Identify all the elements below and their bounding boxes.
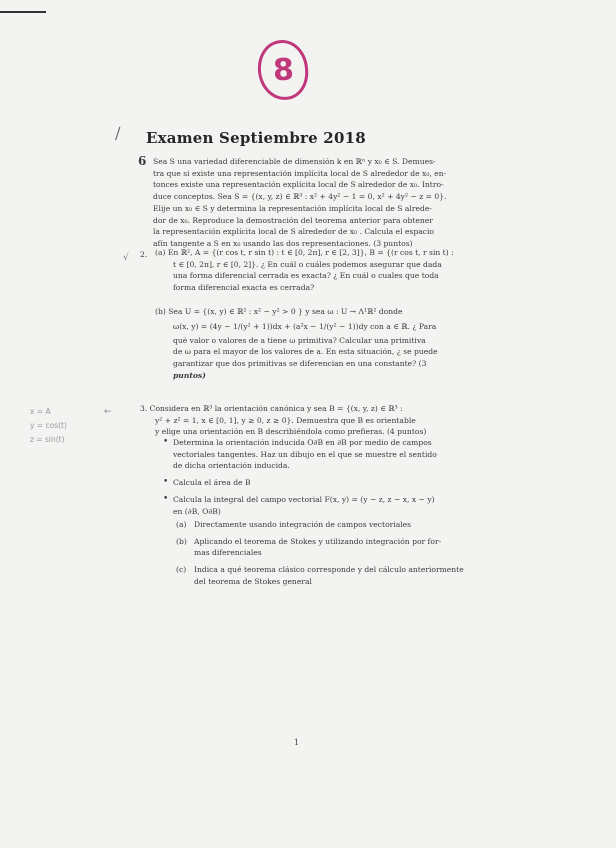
q1-line: Sea S una variedad diferenciable de dimensión k en ℝⁿ y x₀ ∈ S. Demues- xyxy=(153,157,436,166)
q2b-line: puntos) xyxy=(173,370,206,380)
subitem-line: del teorema de Stokes general xyxy=(194,576,312,586)
list-item xyxy=(176,519,476,531)
handwritten-number-circle xyxy=(255,38,311,103)
q2b-line: de ω para el mayor de los valores de a. En esta situación, ¿ se puede xyxy=(173,347,438,357)
q2b-line: garantizar que dos primitivas se diferencian en una constante? (3 xyxy=(173,359,427,369)
margin-note: x = A xyxy=(30,407,51,416)
bullet-line: Calcula la integral del campo vectorial F(x, y) = (y − z, z − x, x − y) xyxy=(173,494,435,504)
bullet-icon: • xyxy=(163,477,169,488)
bullet-line: en (∂B, O∂B) xyxy=(173,506,221,516)
bullet-line: de dicha orientación inducida. xyxy=(173,461,290,471)
q3-line: y elige una orientación en B describiéndola como prefieras. (4 puntos) xyxy=(155,427,427,437)
bullet-line: vectoriales tangentes. Haz un dibujo en el que se muestre el sentido xyxy=(173,449,437,459)
bullet-icon: • xyxy=(163,437,169,447)
q2a-line: forma diferencial exacta es cerrada? xyxy=(173,283,315,293)
q1-line: afín tangente a S en x₀ usando las dos representaciones. (3 puntos) xyxy=(153,238,413,248)
page-number: 1 xyxy=(294,738,300,747)
bullet-icon: • xyxy=(163,493,169,504)
scan-edge-line xyxy=(0,11,46,13)
subitem-label: (b) xyxy=(176,536,187,546)
q1-line: Elije un x₀ ∈ S y determina la representación implícita local de S alrede- xyxy=(153,203,432,213)
bullet-line: Calcula el área de B xyxy=(173,478,251,488)
q3-bullet-list xyxy=(163,437,483,522)
subitem-label: (c) xyxy=(176,565,187,575)
q1-line: dor de x₀. Reproduce la demostración del teorema anterior para obtener xyxy=(153,215,433,225)
handwritten-number: 8 xyxy=(271,52,295,88)
question-3 xyxy=(140,403,490,438)
q1-marker: 6 xyxy=(138,154,147,168)
list-item xyxy=(163,477,483,489)
q2a-line: una forma diferencial cerrada es exacta? ¿ En cuál o cuales que toda xyxy=(173,271,439,281)
subitem-line: mas diferenciales xyxy=(194,548,262,558)
q2b-line: qué valor o valores de a tiene ω primitiva? Calcular una primitiva xyxy=(173,335,426,345)
bullet-line: Determina la orientación inducida O∂B en ∂B por medio de campos xyxy=(173,438,432,447)
q1-line: duce conceptos. Sea S = {(x, y, z) ∈ ℝ³ : x² + 4y² − 1 = 0, x² + 4y² − z = 0}. xyxy=(153,192,447,202)
question-2b xyxy=(155,306,501,382)
subitem-line: Directamente usando integración de campos vectoriales xyxy=(194,520,412,529)
subitem-line: Indica a qué teorema clásico corresponde y del cálculo anteriormente xyxy=(194,565,464,575)
margin-arrow-icon: ← xyxy=(104,407,112,417)
margin-note: y = cos(t) xyxy=(30,421,67,430)
q2a-line: (a) En ℝ², A = {(r cos t, r sin t) : t ∈ [0, 2π], r ∈ [2, 3]}, B = {(r cos t, r sin t) : xyxy=(155,248,454,257)
q2b-line: ω(x, y) = (4y − 1/(y² + 1))dx + (a²x − 1/(y² − 1))dy con a ∈ ℝ. ¿ Para xyxy=(173,321,437,331)
q3-subitems xyxy=(176,519,476,593)
list-item xyxy=(163,494,483,517)
question-2a xyxy=(155,247,495,294)
q2-number: 2. xyxy=(140,250,148,259)
list-item xyxy=(176,564,476,587)
side-check-mark: √ xyxy=(123,253,129,263)
q3-line: 3. Considera en ℝ³ la orientación canónica y sea B = {(x, y, z) ∈ ℝ³ : xyxy=(140,404,403,413)
exam-title: Examen Septiembre 2018 xyxy=(146,129,366,147)
q1-line: tonces existe una representación explícita local de S alrededor de x₀. Intro- xyxy=(153,180,444,190)
q1-line: la representación explícita local de S alrededor de x₀ . Calcula el espacio xyxy=(153,227,434,237)
q3-line: y² + z² = 1, x ∈ [0, 1], y ≥ 0, z ≥ 0}. Demuestra que B es orientable xyxy=(155,415,416,425)
pencil-tick-icon xyxy=(115,127,130,144)
question-1 xyxy=(153,156,483,250)
q1-line: tra que si existe una representación implícita local de S alrededor de x₀, en- xyxy=(153,168,447,178)
q2a-line: t ∈ [0, 2π], r ∈ [0, 2]}. ¿ En cuál o cuáles podemos asegurar que dada xyxy=(173,259,442,269)
q2b-line: (b) Sea U = {(x, y) ∈ ℝ² : x² − y² > 0 } y sea ω : U → Λ¹ℝ² donde xyxy=(155,307,403,316)
list-item xyxy=(176,536,476,559)
margin-note: z = sin(t) xyxy=(30,435,65,444)
list-item xyxy=(163,437,483,472)
subitem-line: Aplicando el teorema de Stokes y utilizando integración por for- xyxy=(194,536,442,546)
margin-handwritten-notes xyxy=(30,405,100,447)
subitem-label: (a) xyxy=(176,520,187,529)
